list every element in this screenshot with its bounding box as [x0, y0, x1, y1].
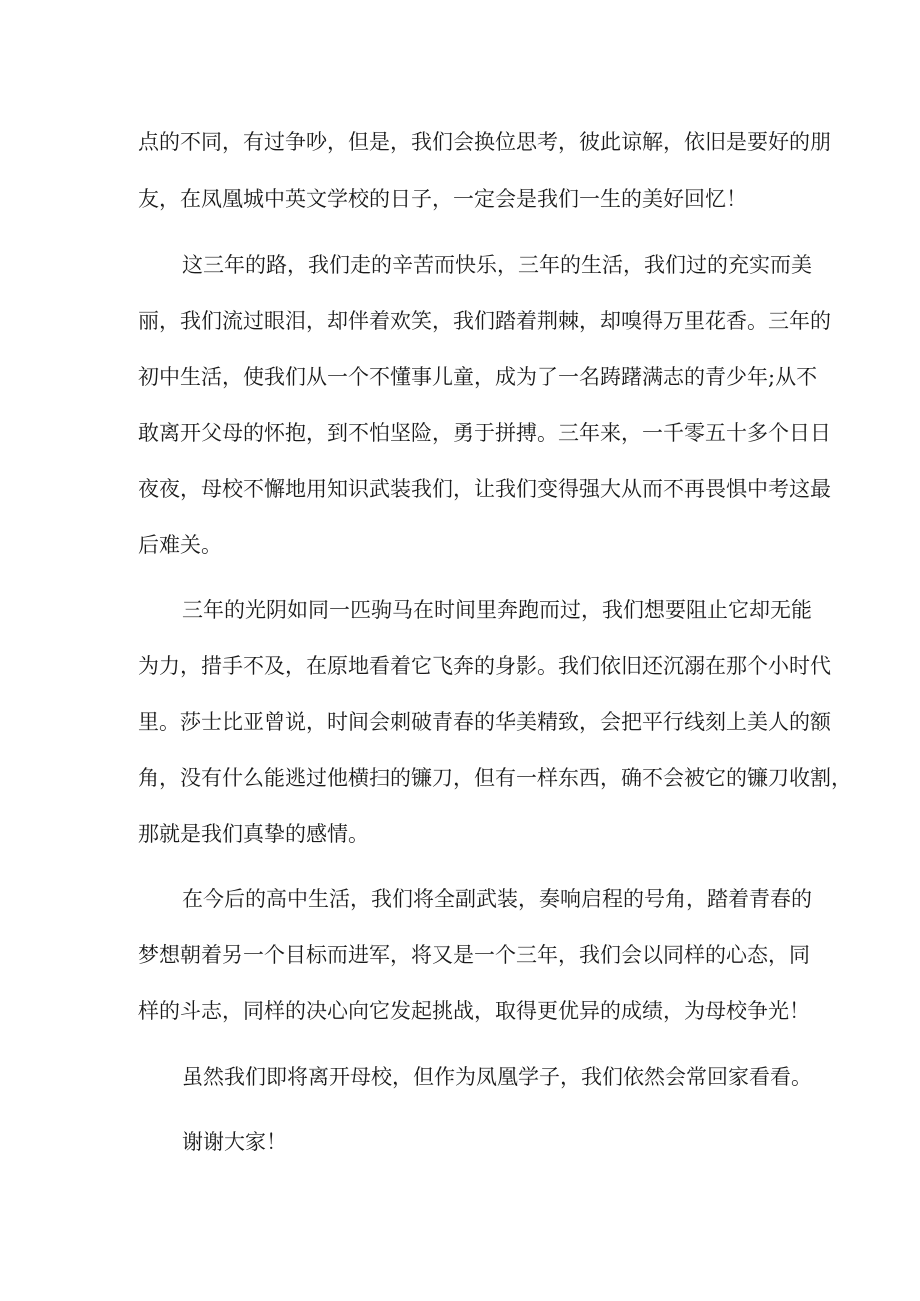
- paragraph-2-line-4: 敢离开父母的怀抱，到不怕坚险，勇于拼搏。三年来，一千零五十多个日日: [138, 421, 831, 445]
- paragraph-1-line-2: 友，在凤凰城中英文学校的日子，一定会是我们一生的美好回忆！: [138, 187, 747, 211]
- paragraph-3-line-3: 里。莎士比亚曾说，时间会刺破青春的华美精致，会把平行线刻上美人的额: [138, 710, 831, 734]
- paragraph-3-line-4: 角，没有什么能逃过他横扫的镰刀，但有一样东西，确不会被它的镰刀收割，: [138, 766, 852, 790]
- paragraph-3-line-5: 那就是我们真挚的感情。: [138, 822, 369, 846]
- paragraph-2-line-6: 后难关。: [138, 533, 222, 557]
- paragraph-2-line-5: 夜夜，母校不懈地用知识武装我们，让我们变得强大从而不再畏惧中考这最: [138, 477, 831, 501]
- paragraph-3-line-1: 三年的光阴如同一匹驹马在时间里奔跑而过，我们想要阻止它却无能: [182, 598, 812, 622]
- paragraph-2-line-1: 这三年的路，我们走的辛苦而快乐，三年的生活，我们过的充实而美: [182, 253, 812, 277]
- paragraph-6-line-1: 谢谢大家！: [182, 1130, 287, 1154]
- paragraph-4-line-1: 在今后的高中生活，我们将全副武装，奏响启程的号角，踏着青春的: [182, 887, 812, 911]
- paragraph-2-line-3: 初中生活，使我们从一个不懂事儿童，成为了一名踌躇满志的青少年;从不: [138, 365, 818, 389]
- paragraph-4-line-3: 样的斗志，同样的决心向它发起挑战，取得更优异的成绩，为母校争光！: [138, 999, 810, 1023]
- paragraph-2-line-2: 丽，我们流过眼泪，却伴着欢笑，我们踏着荆棘，却嗅得万里花香。三年的: [138, 309, 831, 333]
- paragraph-5-line-1: 虽然我们即将离开母校，但作为凤凰学子，我们依然会常回家看看。: [182, 1065, 812, 1089]
- paragraph-1-line-1: 点的不同，有过争吵，但是，我们会换位思考，彼此谅解，依旧是要好的朋: [138, 130, 831, 154]
- paragraph-4-line-2: 梦想朝着另一个目标而进军，将又是一个三年，我们会以同样的心态，同: [138, 943, 810, 967]
- paragraph-3-line-2: 为力，措手不及，在原地看着它飞奔的身影。我们依旧还沉溺在那个小时代: [138, 654, 831, 678]
